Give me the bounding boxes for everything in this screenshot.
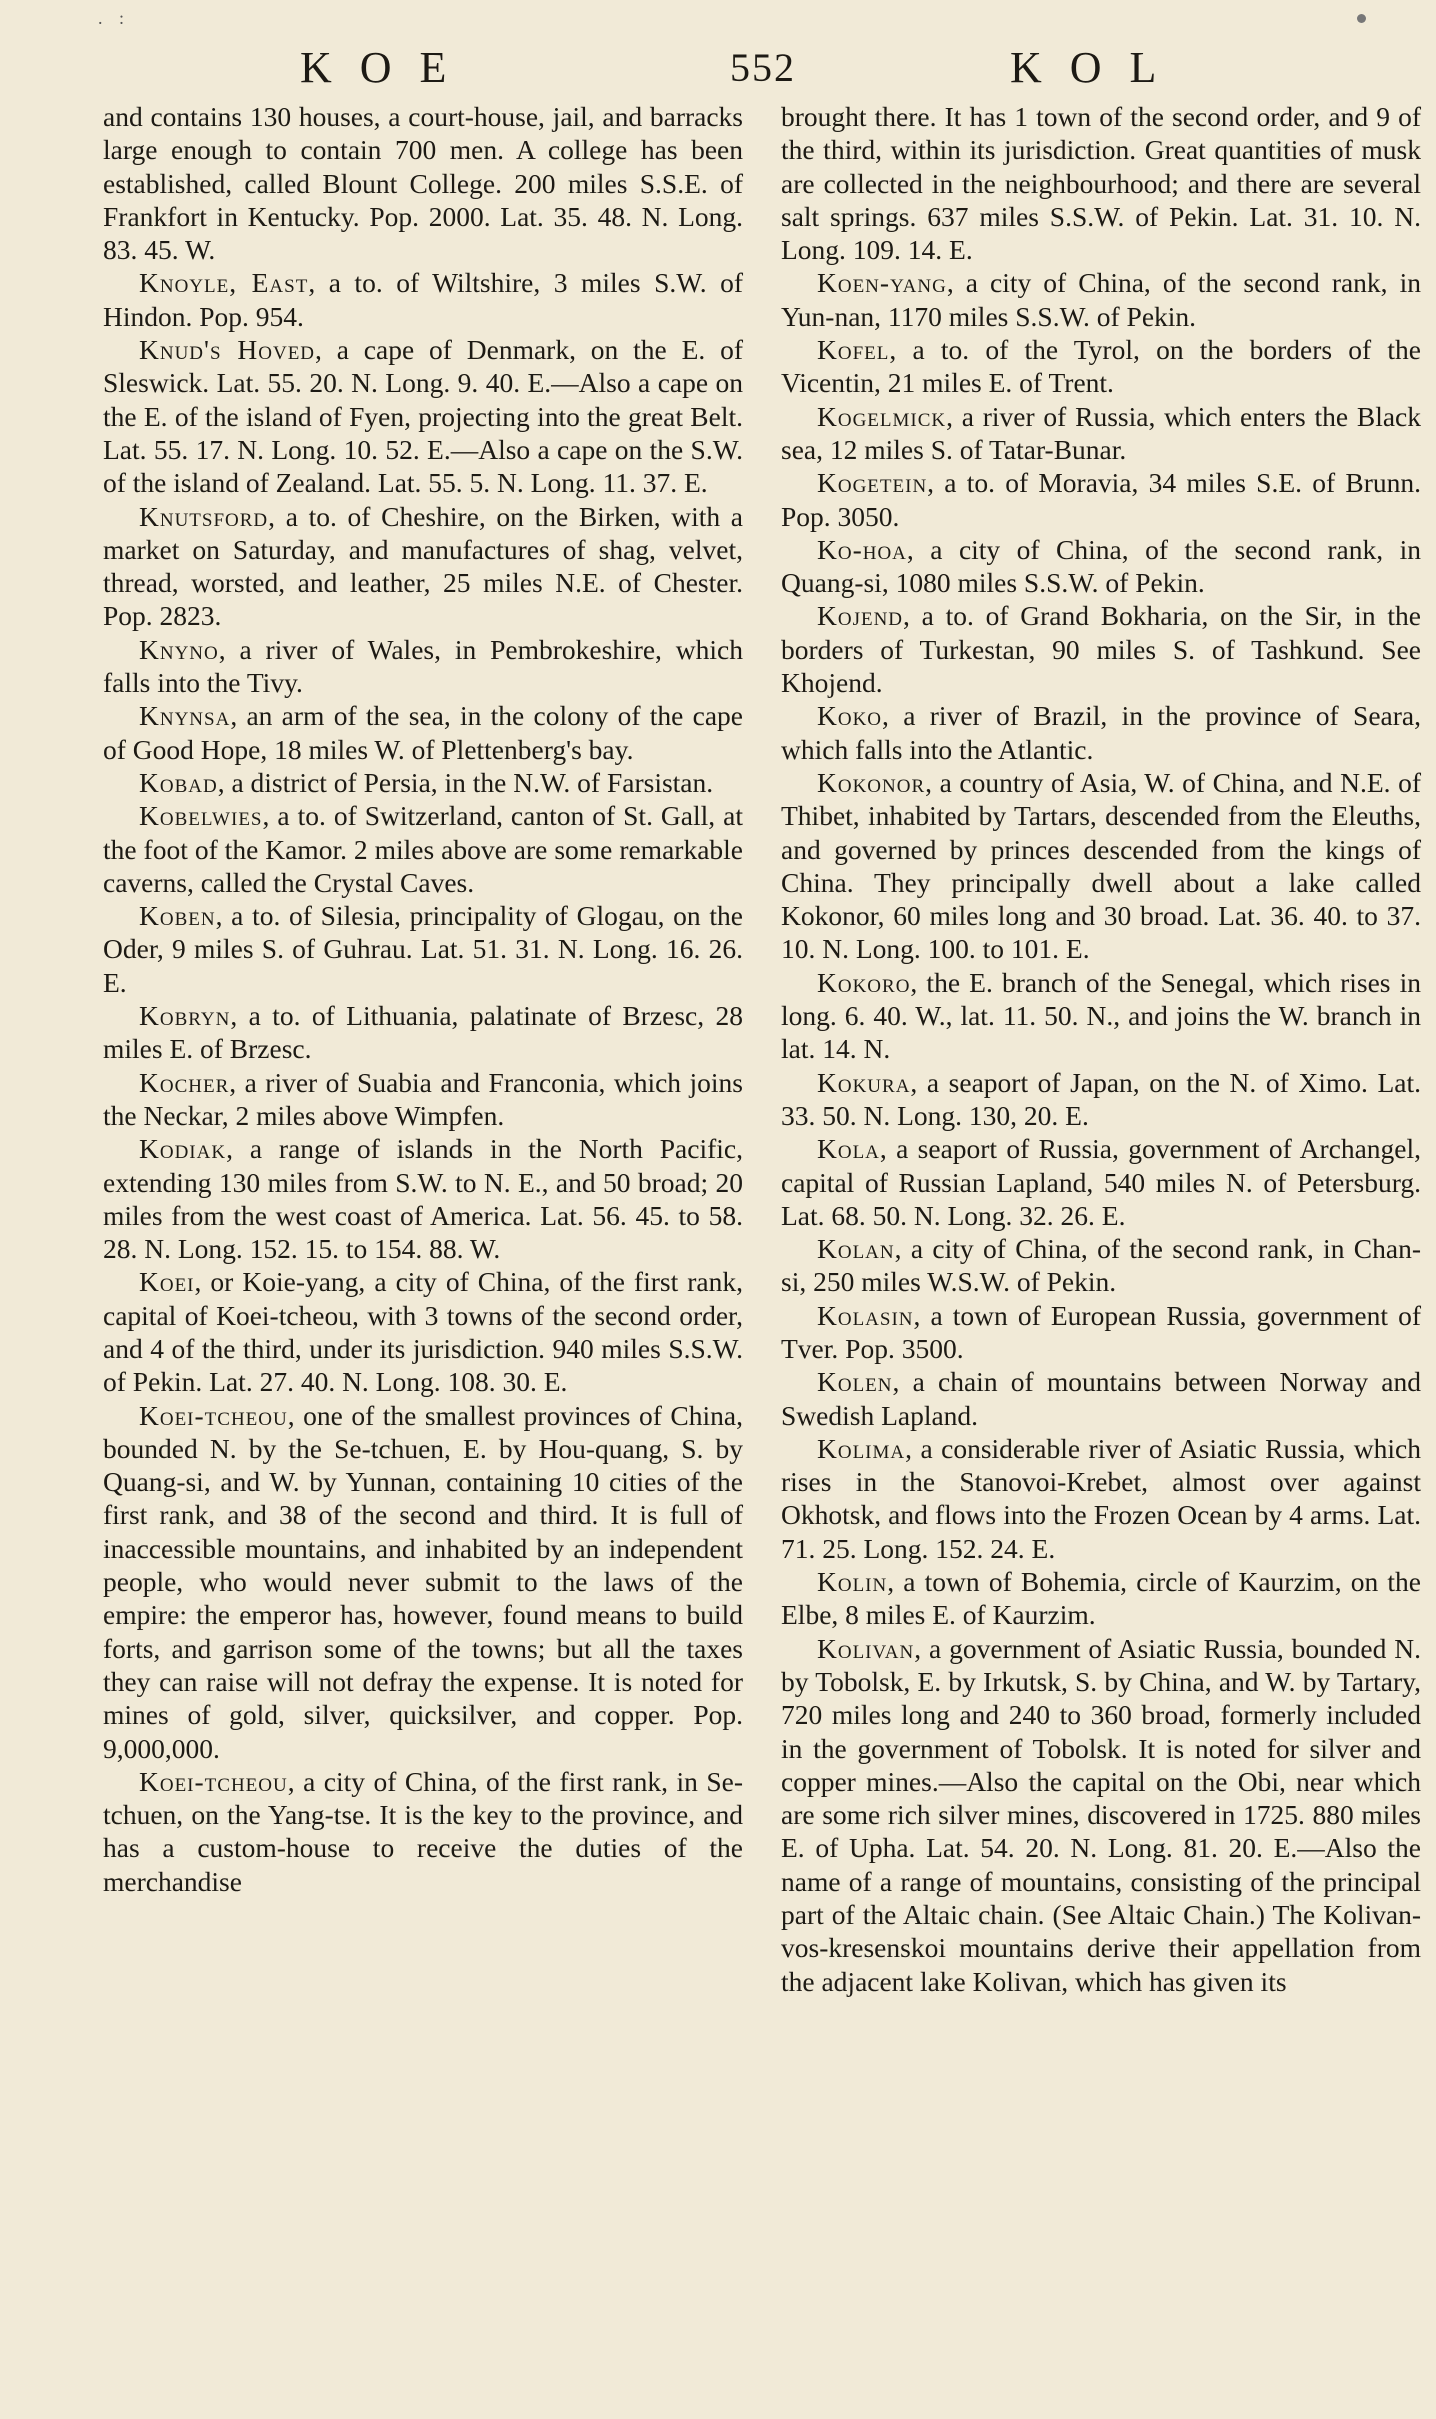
entry-headword: Kolin bbox=[817, 1566, 888, 1598]
entry-headword: Kolasin bbox=[817, 1299, 914, 1331]
entry-text: , a government of Asiatic Russia, bounded N. by Tobolsk, E. by Irkutsk, S. by China, and W. by Tartary, 720 miles long and 240 to 360 broad, formerly included in the government of Tobolsk. It is noted for silver and copper mines.—Also the capital on the Obi, near which are some rich silver mines, discovered in 1725. 880 miles E. of Upha. Lat. 54. 20. N. Long. 81. 20. E.—Also the name of a range of mountains, consisting of the principal part of the Altaic chain. (See Altaic Chain.) The Kolivan-vos-kresenskoi mountains derive their appellation from the adjacent lake Kolivan, which has given its bbox=[781, 1632, 1421, 1997]
page-corner-mark: . : bbox=[98, 8, 131, 28]
entry-headword: Kofel bbox=[817, 334, 890, 366]
entry-text: , a to. of Moravia, 34 miles S.E. of Brunn. Pop. 3050. bbox=[781, 467, 1421, 532]
gazetteer-entry bbox=[781, 1365, 1421, 1432]
entry-headword: Kobad bbox=[139, 766, 218, 798]
gazetteer-entry bbox=[781, 333, 1421, 400]
entry-headword: Knyno bbox=[139, 633, 219, 665]
entry-headword: Kokonor bbox=[817, 766, 926, 798]
gazetteer-entry bbox=[103, 1765, 743, 1898]
entry-text: , a river of Wales, in Pembrokeshire, which falls into the Tivy. bbox=[103, 633, 743, 699]
entry-headword: Koko bbox=[817, 700, 883, 732]
entry-headword: Knynsa bbox=[139, 700, 231, 732]
entry-text: , a to. of Cheshire, on the Birken, with a market on Saturday, and manufactures of shag, velvet, thread, worsted, and leather, 25 miles N.E. of Chester. Pop. 2823. bbox=[103, 500, 743, 632]
entry-text: , a district of Persia, in the N.W. of Farsistan. bbox=[217, 766, 714, 798]
entry-text: , a cape of Denmark, on the E. of Sleswick. Lat. 55. 20. N. Long. 9. 40. E.—Also a cape on the E. of the island of Fyen, projecting into the great Belt. Lat. 55. 17. N. Long. 10. 52. E.—Also a cape on the S.W. of the island of Zealand. Lat. 55. 5. N. Long. 11. 37. E. bbox=[103, 334, 743, 499]
entry-headword: Koben bbox=[139, 900, 216, 932]
entry-headword: Kogelmick bbox=[817, 400, 947, 432]
entry-headword: Koei-tcheou bbox=[139, 1399, 288, 1431]
gazetteer-entry bbox=[781, 100, 1421, 266]
header-right-guideword: KOL bbox=[1010, 43, 1185, 92]
gazetteer-entry bbox=[781, 1299, 1421, 1366]
gazetteer-entry bbox=[103, 333, 743, 499]
entry-text: , a chain of mountains between Norway and Swedish Lapland. bbox=[781, 1366, 1421, 1431]
entry-text: and contains 130 houses, a court-house, jail, and barracks large enough to contain 700 men. A college has been established, called Blount College. 200 miles S.S.E. of Frankfort in Kentucky. Pop. 2000. Lat. 35. 48. N. Long. 83. 45. W. bbox=[103, 101, 743, 266]
gazetteer-entry bbox=[103, 633, 743, 700]
gazetteer-entry bbox=[781, 400, 1421, 467]
entry-headword: Kocher bbox=[139, 1066, 230, 1098]
entry-text: , a to. of the Tyrol, on the borders of the Vicentin, 21 miles E. of Trent. bbox=[781, 334, 1421, 399]
entry-text: , a river of Suabia and Franconia, which joins the Neckar, 2 miles above Wimpfen. bbox=[103, 1066, 743, 1131]
gazetteer-entry bbox=[103, 1265, 743, 1398]
gazetteer-entry bbox=[781, 533, 1421, 600]
entry-text: , a river of Brazil, in the province of Seara, which falls into the Atlantic. bbox=[781, 700, 1421, 765]
entry-text: , a seaport of Japan, on the N. of Ximo. Lat. 33. 50. N. Long. 130, 20. E. bbox=[781, 1066, 1421, 1131]
entry-text: brought there. It has 1 town of the second order, and 9 of the third, within its jurisdiction. Great quantities of musk are collected in the neighbourhood; and there are several salt springs. 637 miles S.S.W. of Pekin. Lat. 31. 10. N. Long. 109. 14. E. bbox=[781, 101, 1421, 266]
entry-text: , an arm of the sea, in the colony of the cape of Good Hope, 18 miles W. of Plettenberg's bay. bbox=[103, 700, 743, 765]
gazetteer-entry bbox=[103, 999, 743, 1066]
header-left-guideword: KOE bbox=[300, 43, 475, 92]
entry-headword: Kolan bbox=[817, 1233, 895, 1265]
gazetteer-entry bbox=[781, 1066, 1421, 1133]
gazetteer-entry bbox=[103, 1132, 743, 1265]
gazetteer-entry bbox=[103, 266, 743, 333]
entry-headword: Kola bbox=[817, 1133, 880, 1165]
entry-text: , a river of Russia, which enters the Black sea, 12 miles S. of Tatar-Bunar. bbox=[781, 400, 1421, 465]
gazetteer-columns bbox=[103, 100, 1421, 2400]
running-header bbox=[300, 42, 1316, 102]
gazetteer-entry bbox=[781, 266, 1421, 333]
gazetteer-entry bbox=[781, 1132, 1421, 1232]
gazetteer-entry bbox=[103, 899, 743, 999]
entry-headword: Knoyle, East bbox=[139, 267, 309, 299]
entry-headword: Knutsford bbox=[139, 500, 269, 532]
entry-headword: Kobelwies bbox=[139, 800, 263, 832]
entry-text: , a country of Asia, W. of China, and N.E. of Thibet, inhabited by Tartars, descended from the Eleuths, and governed by princes descended from the kings of China. They principally dwell about a lake called Kokonor, 60 miles long and 30 broad. Lat. 36. 40. to 37. 10. N. Long. 100. to 101. E. bbox=[781, 766, 1421, 965]
entry-text: , a to. of Wiltshire, 3 miles S.W. of Hindon. Pop. 954. bbox=[103, 267, 744, 332]
entry-headword: Kokura bbox=[817, 1066, 911, 1098]
entry-text: , a city of China, of the second rank, in Chan-si, 250 miles W.S.W. of Pekin. bbox=[781, 1233, 1421, 1298]
gazetteer-entry bbox=[781, 1232, 1421, 1299]
entry-headword: Kolivan bbox=[817, 1632, 915, 1664]
entry-headword: Kolen bbox=[817, 1366, 893, 1398]
gazetteer-entry bbox=[781, 699, 1421, 766]
entry-headword: Kolima bbox=[817, 1432, 906, 1464]
entry-headword: Kodiak bbox=[139, 1133, 227, 1165]
gazetteer-entry bbox=[781, 599, 1421, 699]
entry-headword: Koei-tcheou bbox=[139, 1765, 288, 1797]
entry-text: , one of the smallest provinces of China, bounded N. by the Se-tchuen, E. by Hou-quang, S. by Quang-si, and W. by Yunnan, containing 10 cities of the first rank, and 38 of the second and third. It is full of inaccessible mountains, and inhabited by an independent people, who would never submit to the laws of the empire: the emperor has, however, found means to build forts, and garrison some of the towns; but all the taxes they can raise will not defray the expense. It is noted for mines of gold, silver, quicksilver, and copper. Pop. 9,000,000. bbox=[103, 1399, 743, 1764]
entry-text: , a town of Bohemia, circle of Kaurzim, on the Elbe, 8 miles E. of Kaurzim. bbox=[781, 1566, 1421, 1631]
gazetteer-entry bbox=[781, 766, 1421, 966]
entry-text: , a town of European Russia, government of Tver. Pop. 3500. bbox=[781, 1299, 1421, 1364]
entry-text: , a city of China, of the second rank, in Yun-nan, 1170 miles S.S.W. of Pekin. bbox=[781, 267, 1421, 332]
gazetteer-entry bbox=[781, 1632, 1421, 1998]
gazetteer-entry bbox=[103, 1066, 743, 1133]
entry-text: , a to. of Silesia, principality of Glogau, on the Oder, 9 miles S. of Guhrau. Lat. 51. 31. N. Long. 16. 26. E. bbox=[103, 900, 743, 998]
page-ink-spot bbox=[1357, 14, 1366, 23]
gazetteer-entry bbox=[103, 799, 743, 899]
entry-headword: Kojend bbox=[817, 600, 904, 632]
entry-headword: Kogetein bbox=[817, 467, 928, 499]
entry-headword: Knud's Hoved bbox=[139, 334, 316, 366]
gazetteer-entry bbox=[103, 699, 743, 766]
entry-text: , a seaport of Russia, government of Archangel, capital of Russian Lapland, 540 miles N. of Petersburg. Lat. 68. 50. N. Long. 32. 26. E. bbox=[781, 1133, 1421, 1231]
entry-headword: Koei bbox=[139, 1266, 195, 1298]
entry-text: , a city of China, of the second rank, in Quang-si, 1080 miles S.S.W. of Pekin. bbox=[781, 533, 1421, 599]
entry-text: , a to. of Switzerland, canton of St. Gall, at the foot of the Kamor. 2 miles above are some remarkable caverns, called the Crystal Caves. bbox=[103, 800, 743, 898]
entry-headword: Koen-yang bbox=[817, 267, 947, 299]
entry-headword: Kobryn bbox=[139, 1000, 231, 1032]
gazetteer-entry bbox=[103, 100, 743, 266]
entry-text: , a to. of Lithuania, palatinate of Brzesc, 28 miles E. of Brzesc. bbox=[103, 1000, 743, 1065]
right-column bbox=[781, 100, 1421, 1998]
entry-text: , a range of islands in the North Pacific, extending 130 miles from S.W. to N. E., and 50 broad; 20 miles from the west coast of America. Lat. 56. 45. to 58. 28. N. Long. 152. 15. to 154. 88. W. bbox=[103, 1133, 743, 1265]
gazetteer-entry bbox=[103, 500, 743, 633]
entry-text: , or Koie-yang, a city of China, of the first rank, capital of Koei-tcheou, with 3 towns of the second order, and 4 of the third, under its jurisdiction. 940 miles S.S.W. of Pekin. Lat. 27. 40. N. Long. 108. 30. E. bbox=[103, 1266, 743, 1398]
entry-headword: Kokoro bbox=[817, 966, 911, 998]
gazetteer-entry bbox=[103, 766, 743, 799]
entry-text: , a considerable river of Asiatic Russia, which rises in the Stanovoi-Krebet, almost over against Okhotsk, and flows into the Frozen Ocean by 4 arms. Lat. 71. 25. Long. 152. 24. E. bbox=[781, 1432, 1421, 1564]
left-column bbox=[103, 100, 743, 1898]
gazetteer-entry bbox=[781, 1432, 1421, 1565]
gazetteer-entry bbox=[103, 1399, 743, 1765]
entry-text: , a city of China, of the first rank, in Se-tchuen, on the Yang-tse. It is the key to the province, and has a custom-house to receive the duties of the merchandise bbox=[103, 1765, 743, 1897]
page-number: 552 bbox=[730, 45, 796, 90]
entry-headword: Ko-hoa bbox=[817, 533, 907, 565]
entry-text: , the E. branch of the Senegal, which rises in long. 6. 40. W., lat. 11. 50. N., and joins the W. branch in lat. 14. N. bbox=[781, 966, 1421, 1065]
gazetteer-entry bbox=[781, 1565, 1421, 1632]
entry-text: , a to. of Grand Bokharia, on the Sir, in the borders of Turkestan, 90 miles S. of Tashkund. See Khojend. bbox=[781, 600, 1421, 699]
gazetteer-entry bbox=[781, 966, 1421, 1066]
gazetteer-entry bbox=[781, 466, 1421, 533]
